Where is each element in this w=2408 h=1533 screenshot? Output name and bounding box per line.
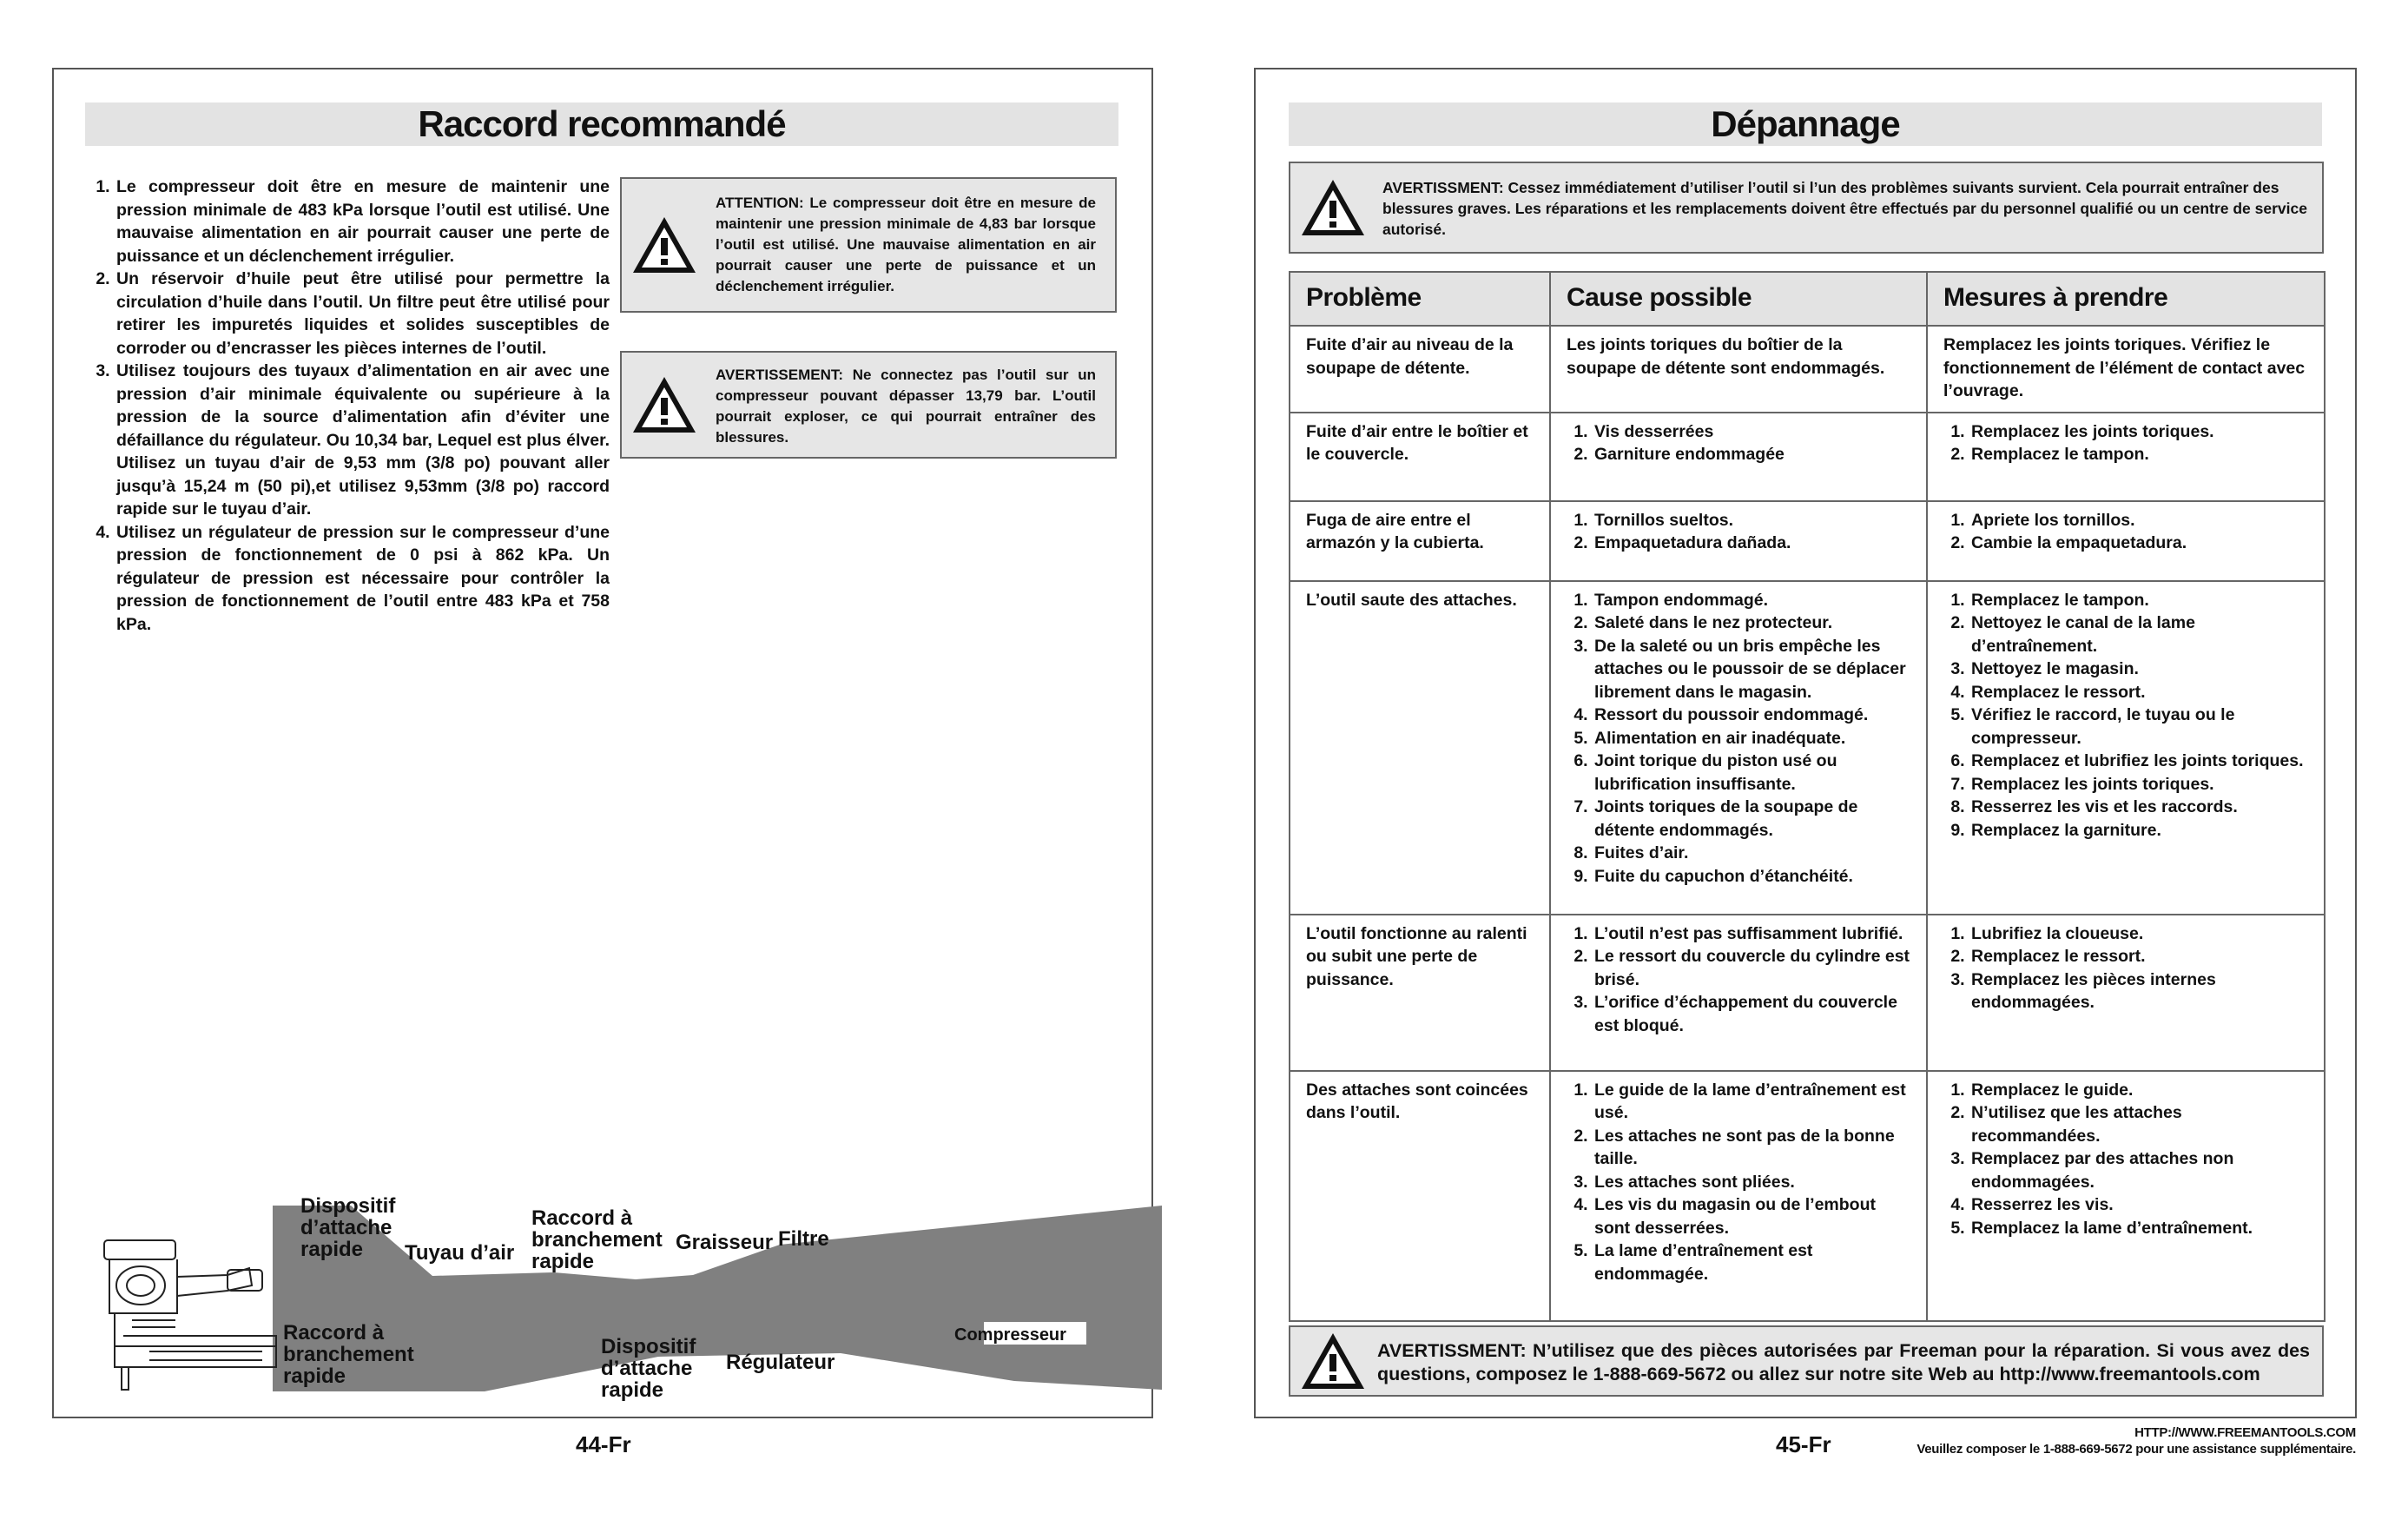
cause-item: 8. Fuites d’air. (1593, 842, 1910, 865)
cause-cell (1550, 1071, 1927, 1321)
attention-box (620, 177, 1117, 313)
footer-url-link[interactable]: HTTP://WWW.FREEMANTOOLS.COM (2134, 1425, 2356, 1440)
cause-cell (1550, 501, 1927, 581)
filter-label: Filtre (778, 1227, 829, 1251)
cause-cell (1550, 581, 1927, 915)
table-row (1290, 413, 2325, 501)
cause-item: 2. Empaquetadura dañada. (1593, 532, 1910, 555)
list-item: 3. Utilisez toujours des tuyaux d’alimentation en air avec une pression d’air minimale équivalente ou supérieure à la pression de la source d’alimentation afin d’éviter une défaillance du régulateur. Ou 10,34 bar, Lequel est plus élver. Utilisez un tuyau d’air de 9,53 mm (3/8 po) pouvant aller jusqu’à 15,24 m (50 pi),et utilisez 9,53mm (3/8 po) raccord rapide sur le tuyau d’air. (115, 360, 610, 521)
nailer-icon (97, 1233, 281, 1398)
footer-contact (1917, 1424, 2356, 1457)
table-row (1290, 501, 2325, 581)
action-cell (1927, 501, 2325, 581)
action-item: 7. Remplacez les joints toriques. (1969, 773, 2308, 796)
warning-text: AVERTISSMENT: N’utilisez que des pièces autorisées par Freeman pour la réparation. Si vous avez des questions, composez le 1-888-669-5672 ou allez sur notre site Web au http://www.freemantools.com (1377, 1340, 2310, 1384)
cause-item: 1. Vis desserrées (1593, 420, 1910, 444)
cause-item: 7. Joints toriques de la soupape de détente endommagés. (1593, 796, 1910, 842)
list-item: 2. Un réservoir d’huile peut être utilisé pour permettre la circulation d’huile dans l’outil. Un filtre peut être utilisé pour retirer les impuretés liquides et solides susceptibles de corroder ou d’encrasser les pièces internes de l’outil. (115, 268, 610, 360)
cause-cell: Les joints toriques du boîtier de la soupape de détente sont endommagés. (1550, 326, 1927, 413)
coupler-top-label: Dispositif d’attache rapide (300, 1194, 396, 1261)
plug-top-label: Raccord à branchement rapide (531, 1206, 663, 1273)
action-item: 2. Remplacez le ressort. (1969, 945, 2308, 968)
action-cell (1927, 581, 2325, 915)
page-number-right: 45-Fr (1776, 1431, 1831, 1457)
cause-item: 4. Les vis du magasin ou de l’embout sont desserrées. (1593, 1193, 1910, 1239)
oiler-label: Graisseur (676, 1231, 774, 1254)
cause-item: 1. L’outil n’est pas suffisamment lubrifié. (1593, 922, 1910, 946)
cause-item: 9. Fuite du capuchon d’étanchéité. (1593, 865, 1910, 889)
page-number-left: 44-Fr (576, 1431, 631, 1457)
column-header-cause: Cause possible (1550, 272, 1927, 326)
cause-item: 3. L’orifice d’échappement du couvercle est bloqué. (1593, 991, 1910, 1037)
air-supply-diagram (85, 1120, 1179, 1416)
left-page (52, 68, 1153, 1418)
action-cell (1927, 1071, 2325, 1321)
action-item: 1. Remplacez les joints toriques. (1969, 420, 2308, 444)
action-cell (1927, 413, 2325, 501)
table-row (1290, 1071, 2325, 1321)
action-item: 9. Remplacez la garniture. (1969, 819, 2308, 842)
warning-box (1289, 1325, 2324, 1397)
table-header-row (1290, 272, 2325, 326)
action-item: 6. Remplacez et lubrifiez les joints toriques. (1969, 750, 2308, 773)
right-page (1254, 68, 2357, 1418)
action-cell (1927, 915, 2325, 1071)
cause-item: 3. Les attaches sont pliées. (1593, 1171, 1910, 1194)
cause-item: 1. Tornillos sueltos. (1593, 509, 1910, 532)
action-item: 4. Remplacez le ressort. (1969, 681, 2308, 704)
problem-cell: L’outil saute des attaches. (1290, 581, 1550, 915)
cause-cell (1550, 915, 1927, 1071)
warning-triangle-icon (630, 215, 698, 275)
footer-phone-note: Veuillez composer le 1-888-669-5672 pour une assistance supplémentaire. (1917, 1442, 2356, 1457)
warning-box (1289, 162, 2324, 254)
recommendation-list (89, 175, 610, 636)
coupler-bottom-label: Dispositif d’attache rapide (601, 1335, 696, 1402)
action-item: 1. Apriete los tornillos. (1969, 509, 2308, 532)
cause-item: 6. Joint torique du piston usé ou lubrification insuffisante. (1593, 750, 1910, 796)
list-item: 1. Le compresseur doit être en mesure de maintenir une pression minimale de 483 kPa lorsque l’outil est utilisé. Une mauvaise alimentation en air pourrait causer une perte de puissance et un déclenchement irrégulier. (115, 175, 610, 268)
page-title: Dépannage (1289, 102, 2322, 146)
table-row (1290, 326, 2325, 413)
action-item: 3. Nettoyez le magasin. (1969, 657, 2308, 681)
problem-cell: Fuite d’air entre le boîtier et le couvercle. (1290, 413, 1550, 501)
page-title: Raccord recommandé (85, 102, 1118, 146)
cause-item: 1. Le guide de la lame d’entraînement est usé. (1593, 1079, 1910, 1125)
plug-bottom-label: Raccord à branchement rapide (283, 1321, 414, 1388)
cause-item: 1. Tampon endommagé. (1593, 589, 1910, 612)
action-item: 1. Lubrifiez la cloueuse. (1969, 922, 2308, 946)
action-item: 3. Remplacez les pièces internes endommagées. (1969, 968, 2308, 1014)
action-item: 1. Remplacez le guide. (1969, 1079, 2308, 1102)
compressor-label: Compresseur (954, 1325, 1066, 1345)
warning-triangle-icon (1299, 177, 1367, 238)
hose-label: Tuyau d’air (405, 1241, 515, 1265)
cause-item: 3. De la saleté ou un bris empêche les attaches ou le poussoir de se déplacer librement dans le magasin. (1593, 635, 1910, 704)
column-header-problem: Problème (1290, 272, 1550, 326)
warning-text: AVERTISSEMENT: Ne connectez pas l’outil sur un compresseur pouvant dépasser 13,79 bar. L’outil pourrait exploser, ce qui pourrait entraîner des blessures. (716, 367, 1096, 446)
action-item: 2. N’utilisez que les attaches recommandées. (1969, 1101, 2308, 1147)
warning-triangle-icon (1299, 1331, 1367, 1391)
cause-item: 5. La lame d’entraînement est endommagée. (1593, 1239, 1910, 1285)
cause-item: 5. Alimentation en air inadéquate. (1593, 727, 1910, 750)
action-item: 1. Remplacez le tampon. (1969, 589, 2308, 612)
list-item: 4. Utilisez un régulateur de pression sur le compresseur d’une pression de fonctionnement de 0 psi à 862 kPa. Un régulateur de pression est nécessaire pour contrôler la pression de fonctionnement de l’outil entre 483 kPa et 758 kPa. (115, 521, 610, 637)
cause-item: 4. Ressort du poussoir endommagé. (1593, 704, 1910, 727)
cause-item: 2. Saleté dans le nez protecteur. (1593, 611, 1910, 635)
action-item: 8. Resserrez les vis et les raccords. (1969, 796, 2308, 819)
warning-text: AVERTISSMENT: Cessez immédiatement d’utiliser l’outil si l’un des problèmes suivants survient. Cela pourrait entraîner des blessures graves. Les réparations et les remplacements doivent être effectués par du personnel qualifié ou un centre de service autorisé. (1382, 179, 2307, 238)
cause-cell (1550, 413, 1927, 501)
table-row (1290, 915, 2325, 1071)
attention-text: ATTENTION: Le compresseur doit être en mesure de maintenir une pression minimale de 4,83 bar lorsque l’outil est utilisé. Une mauvaise alimentation en air pourrait causer une perte de puissance et un déclenchement irrégulier. (716, 195, 1096, 294)
action-item: 4. Resserrez les vis. (1969, 1193, 2308, 1217)
action-cell: Remplacez les joints toriques. Vérifiez le fonctionnement de l’élément de contact avec l’ouvrage. (1927, 326, 2325, 413)
action-item: 2. Nettoyez le canal de la lame d’entraînement. (1969, 611, 2308, 657)
problem-cell: Fuite d’air au niveau de la soupape de détente. (1290, 326, 1550, 413)
problem-cell: Des attaches sont coincées dans l’outil. (1290, 1071, 1550, 1321)
action-item: 2. Remplacez le tampon. (1969, 443, 2308, 466)
cause-item: 2. Le ressort du couvercle du cylindre est brisé. (1593, 945, 1910, 991)
troubleshooting-table (1289, 271, 2326, 1322)
regulator-label: Régulateur (726, 1351, 835, 1374)
action-item: 3. Remplacez par des attaches non endommagées. (1969, 1147, 2308, 1193)
warning-triangle-icon (630, 374, 698, 435)
warning-box (620, 351, 1117, 459)
problem-cell: L’outil fonctionne au ralenti ou subit une perte de puissance. (1290, 915, 1550, 1071)
action-item: 2. Cambie la empaquetadura. (1969, 532, 2308, 555)
cause-item: 2. Garniture endommagée (1593, 443, 1910, 466)
cause-item: 2. Les attaches ne sont pas de la bonne taille. (1593, 1125, 1910, 1171)
action-item: 5. Remplacez la lame d’entraînement. (1969, 1217, 2308, 1240)
column-header-action: Mesures à prendre (1927, 272, 2325, 326)
problem-cell: Fuga de aire entre el armazón y la cubierta. (1290, 501, 1550, 581)
action-item: 5. Vérifiez le raccord, le tuyau ou le compresseur. (1969, 704, 2308, 750)
table-row (1290, 581, 2325, 915)
